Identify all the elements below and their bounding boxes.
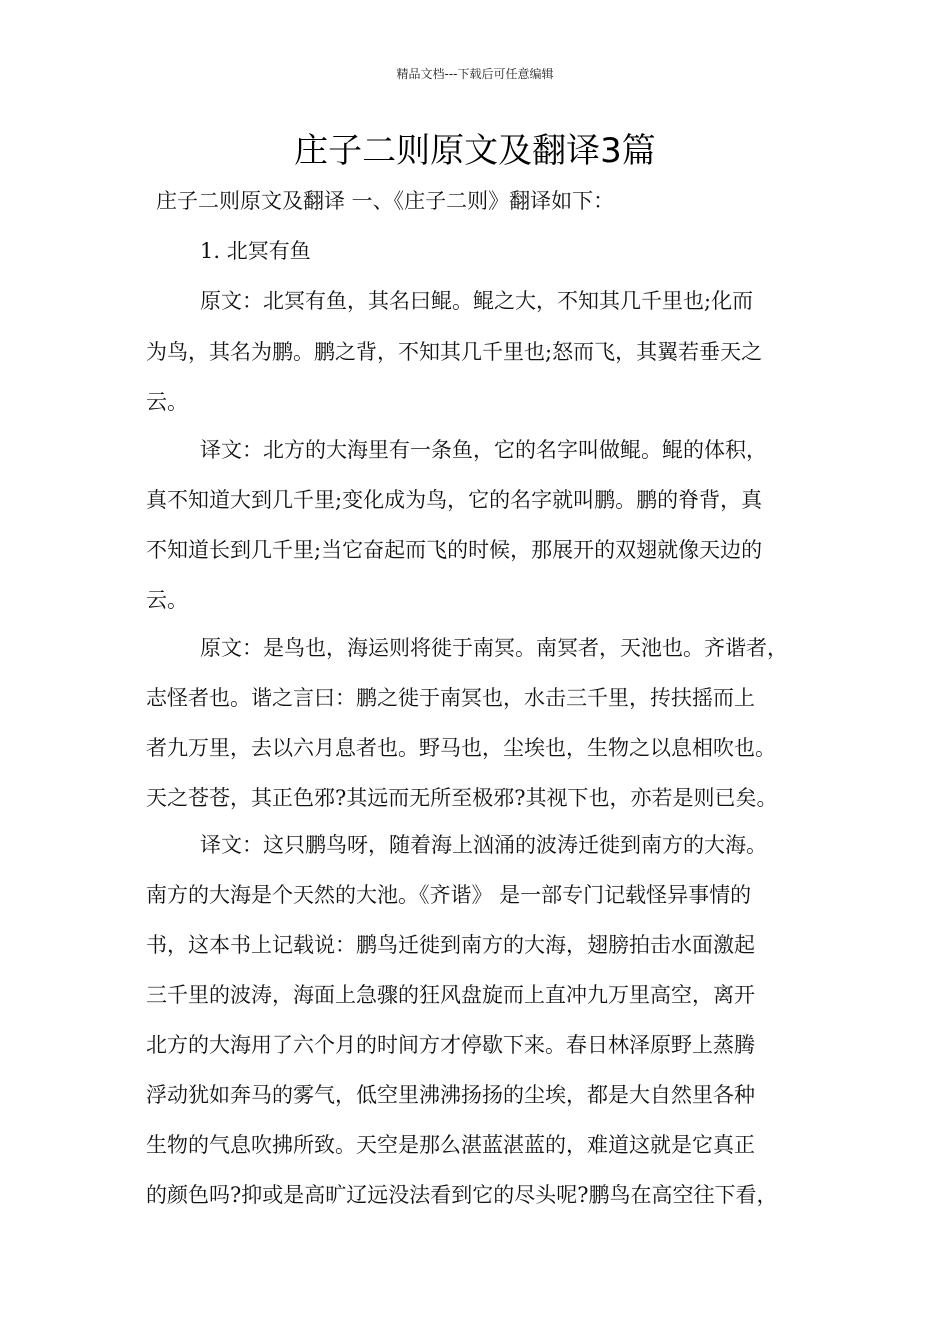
paragraph-line: 不知道长到几千里;当它奋起而飞的时候，那展开的双翅就像天边的	[146, 538, 763, 562]
paragraph-line: 者九万里，去以六月息者也。野马也，尘埃也，生物之以息相吹也。	[146, 736, 776, 760]
intro-line: 庄子二则原文及翻译 一、《庄子二则》翻译如下：	[156, 189, 615, 213]
paragraph-line: 天之苍苍，其正色邪?其远而无所至极邪?其视下也，亦若是则已矣。	[146, 786, 778, 810]
paragraph-line: 三千里的波涛，海面上急骤的狂风盘旋而上直冲九万里高空，离开	[146, 983, 755, 1007]
paragraph-line: 原文：北冥有鱼，其名曰鲲。鲲之大，不知其几千里也;化而	[200, 289, 754, 313]
page-title: 庄子二则原文及翻译3篇	[294, 131, 656, 171]
paragraph-line: 译文：这只鹏鸟呀，随着海上汹涌的波涛迁徙到南方的大海。	[200, 833, 767, 857]
paragraph-line: 为鸟，其名为鹏。鹏之背，不知其几千里也;怒而飞，其翼若垂天之	[146, 340, 763, 364]
paragraph-line: 云。	[146, 390, 188, 414]
paragraph-line: 译文：北方的大海里有一条鱼，它的名字叫做鲲。鲲的体积，	[200, 438, 767, 462]
paragraph-line: 生物的气息吹拂所致。天空是那么湛蓝湛蓝的，难道这就是它真正	[146, 1133, 755, 1157]
paragraph-line: 原文：是鸟也，海运则将徙于南冥。南冥者，天池也。齐谐者，	[200, 636, 788, 660]
paragraph-line: 南方的大海是个天然的大池。《齐谐》 是一部专门记载怪异事情的	[146, 883, 752, 907]
paragraph-line: 的颜色吗?抑或是高旷辽远没法看到它的尽头呢?鹏鸟在高空往下看，	[146, 1183, 778, 1207]
paragraph-line: 云。	[146, 588, 188, 612]
section-heading: 1. 北冥有鱼	[200, 239, 311, 263]
paragraph-line: 书，这本书上记载说：鹏鸟迁徙到南方的大海，翅膀拍击水面激起	[146, 933, 755, 957]
page-header: 精品文档---下载后可任意编辑	[396, 67, 554, 81]
paragraph-line: 真不知道大到几千里;变化成为鸟，它的名字就叫鹏。鹏的脊背，真	[146, 488, 763, 512]
paragraph-line: 北方的大海用了六个月的时间方才停歇下来。春日林泽原野上蒸腾	[146, 1033, 755, 1057]
paragraph-line: 志怪者也。谐之言曰：鹏之徙于南冥也，水击三千里，抟扶摇而上	[146, 686, 755, 710]
paragraph-line: 浮动犹如奔马的雾气，低空里沸沸扬扬的尘埃，都是大自然里各种	[146, 1083, 755, 1107]
